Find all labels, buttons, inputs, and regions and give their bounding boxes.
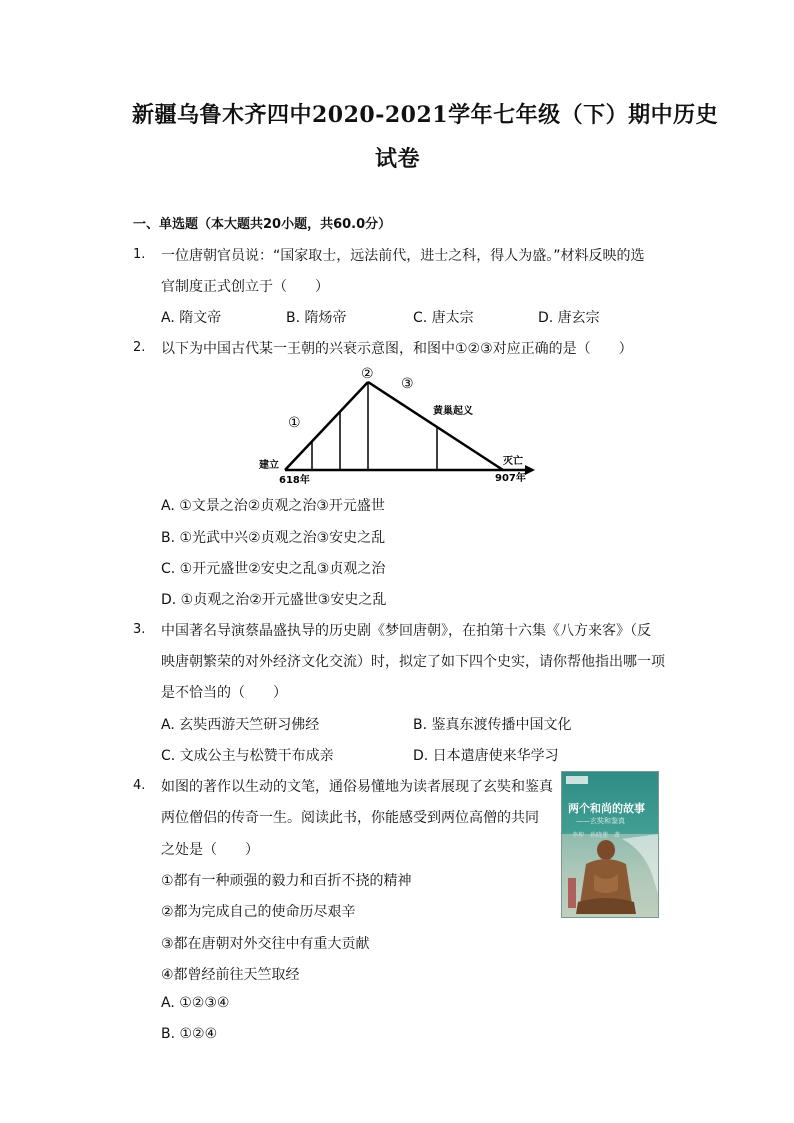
question-1-option-b[interactable]: B. 隋炀帝 — [286, 310, 347, 326]
question-number-3: 3. — [133, 622, 146, 637]
publisher-logo — [566, 776, 588, 784]
book-title: 两个和尚的故事 — [568, 802, 645, 815]
book-cover-image — [561, 771, 659, 918]
event-label: 黄巢起义 — [433, 406, 473, 417]
mark-2: ② — [361, 366, 374, 382]
question-4-item-4: ④都曾经前往天竺取经 — [161, 967, 300, 983]
mark-3: ③ — [401, 376, 414, 392]
question-1-stem-line2: 官制度正式创立于（ ） — [161, 279, 329, 295]
question-1-option-d[interactable]: D. 唐玄宗 — [538, 310, 600, 326]
start-year: 618年 — [279, 475, 310, 486]
question-3-option-c[interactable]: C. 文成公主与松赞干布成亲 — [161, 748, 334, 764]
monk-statue-illustration — [562, 834, 658, 917]
question-2-option-d[interactable]: D. ①贞观之治②开元盛世③安史之乱 — [161, 592, 387, 608]
question-3-option-d[interactable]: D. 日本遣唐使来华学习 — [413, 748, 559, 764]
question-2-stem: 以下为中国古代某一王朝的兴衰示意图，和图中①②③对应正确的是（ ） — [161, 341, 633, 357]
question-4-item-2: ②都为完成自己的使命历尽艰辛 — [161, 904, 356, 920]
page-title: 新疆乌鲁木齐四中2020-2021学年七年级（下）期中历史 — [132, 102, 719, 128]
question-4-option-a[interactable]: A. ①②③④ — [161, 995, 230, 1011]
book-subtitle: ——玄奘和鉴真 — [576, 817, 625, 825]
question-3-stem-line3: 是不恰当的（ ） — [161, 685, 287, 701]
question-4-stem-line3: 之处是（ ） — [161, 842, 259, 858]
mark-1: ① — [288, 415, 301, 431]
end-label: 灭亡 — [503, 456, 523, 467]
section-header: 一、单选题（本大题共20小题，共60.0分） — [133, 217, 392, 232]
page-title-line2: 试卷 — [375, 146, 421, 172]
question-4-stem-line2: 两位僧侣的传奇一生。阅读此书，你能感受到两位高僧的共同 — [161, 810, 539, 826]
decline-line — [368, 382, 503, 470]
question-number-4: 4. — [133, 778, 146, 793]
timeline-arrow — [525, 465, 535, 475]
question-3-stem-line1: 中国著名导演蔡晶盛执导的历史剧《梦回唐朝》，在拍第十六集《八方来客》（反 — [161, 623, 651, 639]
question-4-stem-line1: 如图的著作以生动的文笔，通俗易懂地为读者展现了玄奘和鉴真 — [161, 779, 553, 795]
question-2-option-b[interactable]: B. ①光武中兴②贞观之治③安史之乱 — [161, 530, 386, 546]
end-year: 907年 — [495, 473, 526, 484]
question-number-1: 1. — [133, 247, 146, 262]
question-3-option-b[interactable]: B. 鉴真东渡传播中国文化 — [413, 717, 572, 733]
question-4-item-3: ③都在唐朝对外交往中有重大贡献 — [161, 936, 370, 952]
question-2-option-a[interactable]: A. ①文景之治②贞观之治③开元盛世 — [161, 498, 385, 514]
question-2-option-c[interactable]: C. ①开元盛世②安史之乱③贞观之治 — [161, 561, 386, 577]
start-label: 建立 — [259, 460, 279, 471]
dynasty-rise-fall-diagram — [255, 362, 540, 486]
question-3-stem-line2: 映唐朝繁荣的对外经济文化交流）时，拟定了如下四个史实，请你帮他指出哪一项 — [161, 654, 665, 670]
question-1-option-a[interactable]: A. 隋文帝 — [161, 310, 222, 326]
question-1-stem-line1: 一位唐朝官员说：“国家取士，远法前代，进士之科，得人为盛。”材料反映的选 — [161, 248, 645, 264]
question-4-item-1: ①都有一种顽强的毅力和百折不挠的精神 — [161, 873, 412, 889]
question-4-option-b[interactable]: B. ①②④ — [161, 1026, 218, 1042]
question-number-2: 2. — [133, 340, 146, 355]
question-3-option-a[interactable]: A. 玄奘西游天竺研习佛经 — [161, 717, 320, 733]
question-1-option-c[interactable]: C. 唐太宗 — [413, 310, 474, 326]
